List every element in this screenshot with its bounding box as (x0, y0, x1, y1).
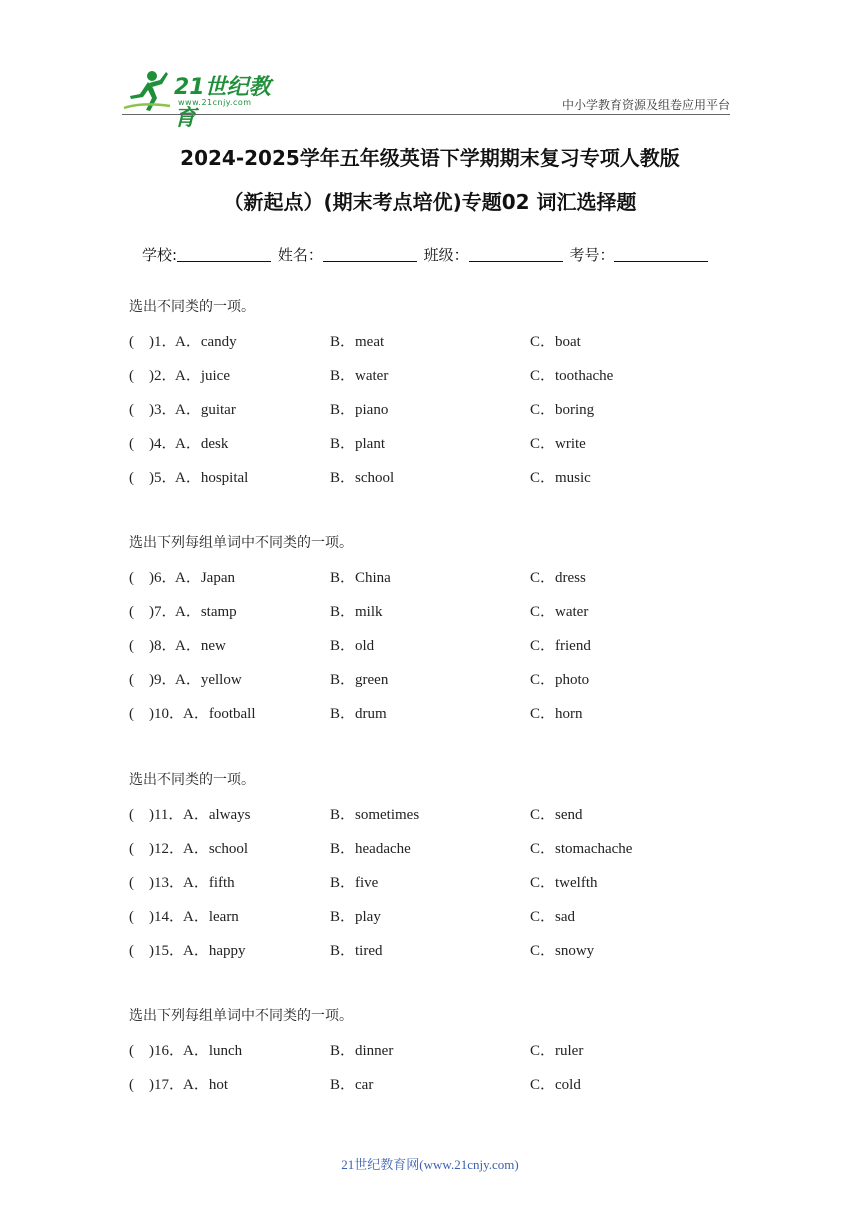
page-header (0, 0, 860, 131)
question-number[interactable]: ( )1． (129, 334, 177, 350)
option-c: C．horn (530, 706, 583, 722)
class-blank[interactable] (469, 247, 563, 262)
question-number[interactable]: ( )5． (129, 470, 177, 486)
question-number[interactable]: ( )16． (129, 1043, 184, 1059)
option-c: C．ruler (530, 1043, 584, 1059)
question-row (129, 702, 749, 722)
question-number[interactable]: ( )2． (129, 368, 177, 384)
option-c: C．boat (530, 334, 581, 350)
question-number[interactable]: ( )17． (129, 1077, 184, 1093)
question-row (129, 1073, 749, 1093)
question-row (129, 330, 749, 350)
option-b: B．headache (330, 841, 411, 857)
option-b: B．car (330, 1077, 374, 1093)
exam-number-label: 考号： (569, 246, 615, 264)
option-a: A．always (183, 807, 251, 823)
question-row (129, 1039, 749, 1059)
option-b: B．green (330, 672, 389, 688)
option-a: A．hospital (175, 470, 249, 486)
option-c: C．cold (530, 1077, 581, 1093)
option-a: A．football (183, 706, 256, 722)
question-row (129, 600, 749, 620)
school-blank[interactable] (177, 247, 271, 262)
option-b: B．dinner (330, 1043, 394, 1059)
option-b: B．piano (330, 402, 389, 418)
page-footer: 21世纪教育网(www.21cnjy.com) (341, 1157, 519, 1172)
page-title-line1: 2024-2025学年五年级英语下学期期末复习专项人教版 (180, 146, 680, 170)
option-c: C．write (530, 436, 586, 452)
logo-text: 21世纪教育 (174, 75, 271, 131)
question-row (129, 432, 749, 452)
question-number[interactable]: ( )10． (129, 706, 184, 722)
option-c: C．twelfth (530, 875, 598, 891)
option-a: A．desk (175, 436, 229, 452)
option-a: A．happy (183, 943, 246, 959)
option-a: A．fifth (183, 875, 235, 891)
question-number[interactable]: ( )15． (129, 943, 184, 959)
logo-url: www.21cnjy.com (178, 98, 252, 107)
option-a: A．new (175, 638, 226, 654)
question-number[interactable]: ( )11． (129, 807, 184, 823)
option-b: B．drum (330, 706, 387, 722)
exam-number-blank[interactable] (614, 247, 708, 262)
platform-label: 中小学教育资源及组卷应用平台 (561, 98, 730, 112)
question-number[interactable]: ( )7． (129, 604, 177, 620)
option-c: C．snowy (530, 943, 595, 959)
option-c: C．friend (530, 638, 591, 654)
option-b: B．tired (330, 943, 383, 959)
name-label: 姓名： (277, 246, 323, 264)
school-label: 学校: (142, 246, 178, 264)
question-row (129, 364, 749, 384)
question-row (129, 566, 749, 586)
page-title-line2: （新起点）(期末考点培优)专题02 词汇选择题 (223, 190, 637, 214)
question-number[interactable]: ( )12． (129, 841, 184, 857)
option-a: A．candy (175, 334, 237, 350)
option-b: B．play (330, 909, 381, 925)
option-a: A．guitar (175, 402, 236, 418)
option-b: B．five (330, 875, 379, 891)
question-number[interactable]: ( )8． (129, 638, 177, 654)
question-row (129, 803, 749, 823)
section-title: 选出下列每组单词中不同类的一项。 (129, 535, 353, 551)
option-a: A．hot (183, 1077, 229, 1093)
option-a: A．yellow (175, 672, 242, 688)
option-c: C．sad (530, 909, 576, 925)
option-b: B．plant (330, 436, 385, 452)
question-row (129, 871, 749, 891)
option-b: B．China (330, 570, 391, 586)
option-b: B．milk (330, 604, 383, 620)
student-info-row (142, 244, 710, 265)
class-label: 班级： (423, 246, 469, 264)
question-number[interactable]: ( )9． (129, 672, 177, 688)
question-number[interactable]: ( )14． (129, 909, 184, 925)
section-title: 选出下列每组单词中不同类的一项。 (129, 1008, 353, 1024)
question-number[interactable]: ( )13． (129, 875, 184, 891)
option-b: B．school (330, 470, 395, 486)
option-b: B．sometimes (330, 807, 420, 823)
question-number[interactable]: ( )3． (129, 402, 177, 418)
question-row (129, 905, 749, 925)
name-blank[interactable] (323, 247, 417, 262)
option-b: B．old (330, 638, 375, 654)
option-b: B．meat (330, 334, 385, 350)
question-row (129, 398, 749, 418)
option-c: C．send (530, 807, 583, 823)
option-b: B．water (330, 368, 389, 384)
option-a: A．learn (183, 909, 239, 925)
option-a: A．juice (175, 368, 230, 384)
question-row (129, 466, 749, 486)
runner-logo-icon (122, 68, 172, 114)
option-c: C．dress (530, 570, 586, 586)
header-divider (122, 114, 730, 115)
option-c: C．toothache (530, 368, 614, 384)
option-c: C．water (530, 604, 589, 620)
question-number[interactable]: ( )4． (129, 436, 177, 452)
option-a: A．lunch (183, 1043, 243, 1059)
section-title: 选出不同类的一项。 (129, 772, 255, 788)
option-a: A．school (183, 841, 248, 857)
option-c: C．boring (530, 402, 595, 418)
option-c: C．music (530, 470, 591, 486)
question-row (129, 837, 749, 857)
question-row (129, 634, 749, 654)
logo (122, 68, 292, 131)
option-c: C．stomachache (530, 841, 633, 857)
section-title: 选出不同类的一项。 (129, 299, 255, 315)
question-row (129, 939, 749, 959)
question-number[interactable]: ( )6． (129, 570, 177, 586)
option-a: A．Japan (175, 570, 235, 586)
option-a: A．stamp (175, 604, 237, 620)
question-row (129, 668, 749, 688)
option-c: C．photo (530, 672, 590, 688)
